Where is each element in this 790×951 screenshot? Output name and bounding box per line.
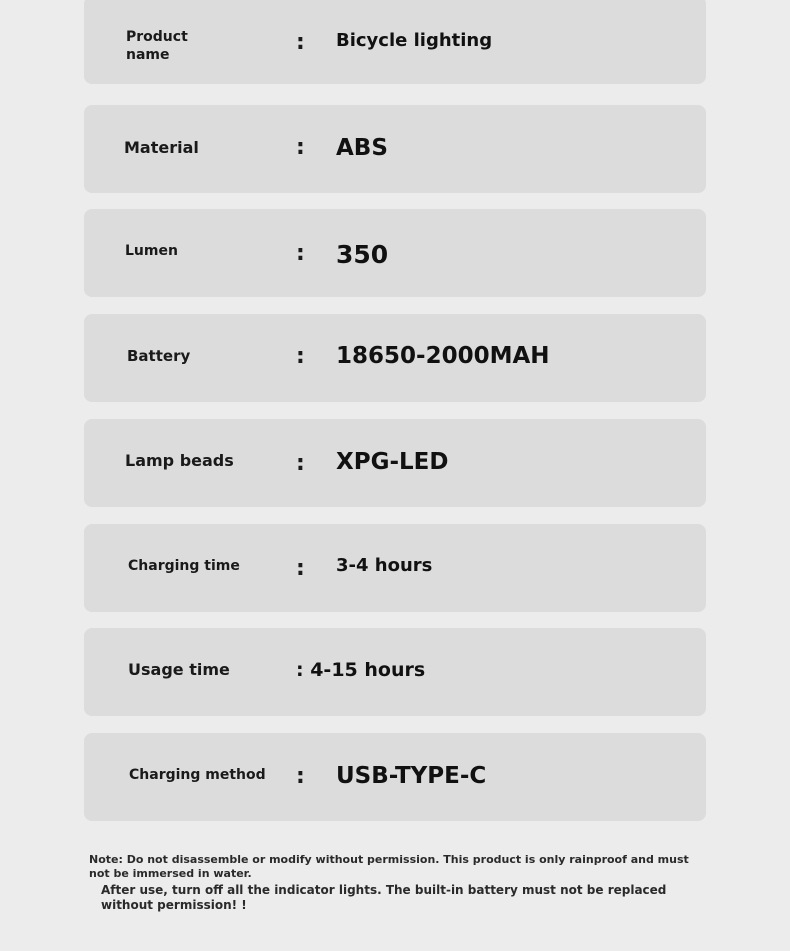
spec-label: Product name bbox=[126, 29, 188, 63]
spec-label: Charging method bbox=[129, 767, 266, 783]
spec-row-usage-time bbox=[84, 628, 706, 716]
note-disassemble-warning: Note: Do not disassemble or modify without permission. This product is only rainproof and must not be immersed in water. bbox=[89, 853, 689, 880]
spec-colon: : bbox=[296, 764, 305, 789]
spec-colon: : bbox=[296, 451, 305, 476]
spec-value: ABS bbox=[336, 135, 388, 161]
spec-value: 18650-2000MAH bbox=[336, 343, 550, 369]
spec-value: XPG-LED bbox=[336, 449, 449, 475]
note-battery-warning: After use, turn off all the indicator lights. The built-in battery must not be replaced without permission! ! bbox=[101, 883, 667, 912]
spec-colon: : bbox=[296, 344, 305, 369]
spec-row-lamp-beads bbox=[84, 419, 706, 507]
spec-colon: : bbox=[296, 30, 305, 55]
spec-value: : 4-15 hours bbox=[296, 659, 426, 681]
spec-row-battery bbox=[84, 314, 706, 402]
spec-value: 3-4 hours bbox=[336, 555, 433, 576]
spec-label: Usage time bbox=[128, 660, 230, 679]
spec-label: Battery bbox=[127, 347, 191, 365]
spec-row-charging-method bbox=[84, 733, 706, 821]
spec-label: Charging time bbox=[128, 558, 240, 574]
spec-label: Lumen bbox=[125, 243, 178, 259]
spec-row-charging-time bbox=[84, 524, 706, 612]
spec-colon: : bbox=[296, 556, 305, 581]
spec-label: Material bbox=[124, 138, 199, 157]
spec-row-lumen bbox=[84, 209, 706, 297]
spec-value: 350 bbox=[336, 240, 389, 269]
spec-colon: : bbox=[296, 241, 305, 266]
spec-row-product-name bbox=[84, 0, 706, 84]
spec-value: USB-TYPE-C bbox=[336, 763, 487, 789]
spec-row-material bbox=[84, 105, 706, 193]
spec-colon: : bbox=[296, 135, 305, 160]
spec-label: Lamp beads bbox=[125, 451, 234, 470]
spec-value: Bicycle lighting bbox=[336, 30, 493, 51]
